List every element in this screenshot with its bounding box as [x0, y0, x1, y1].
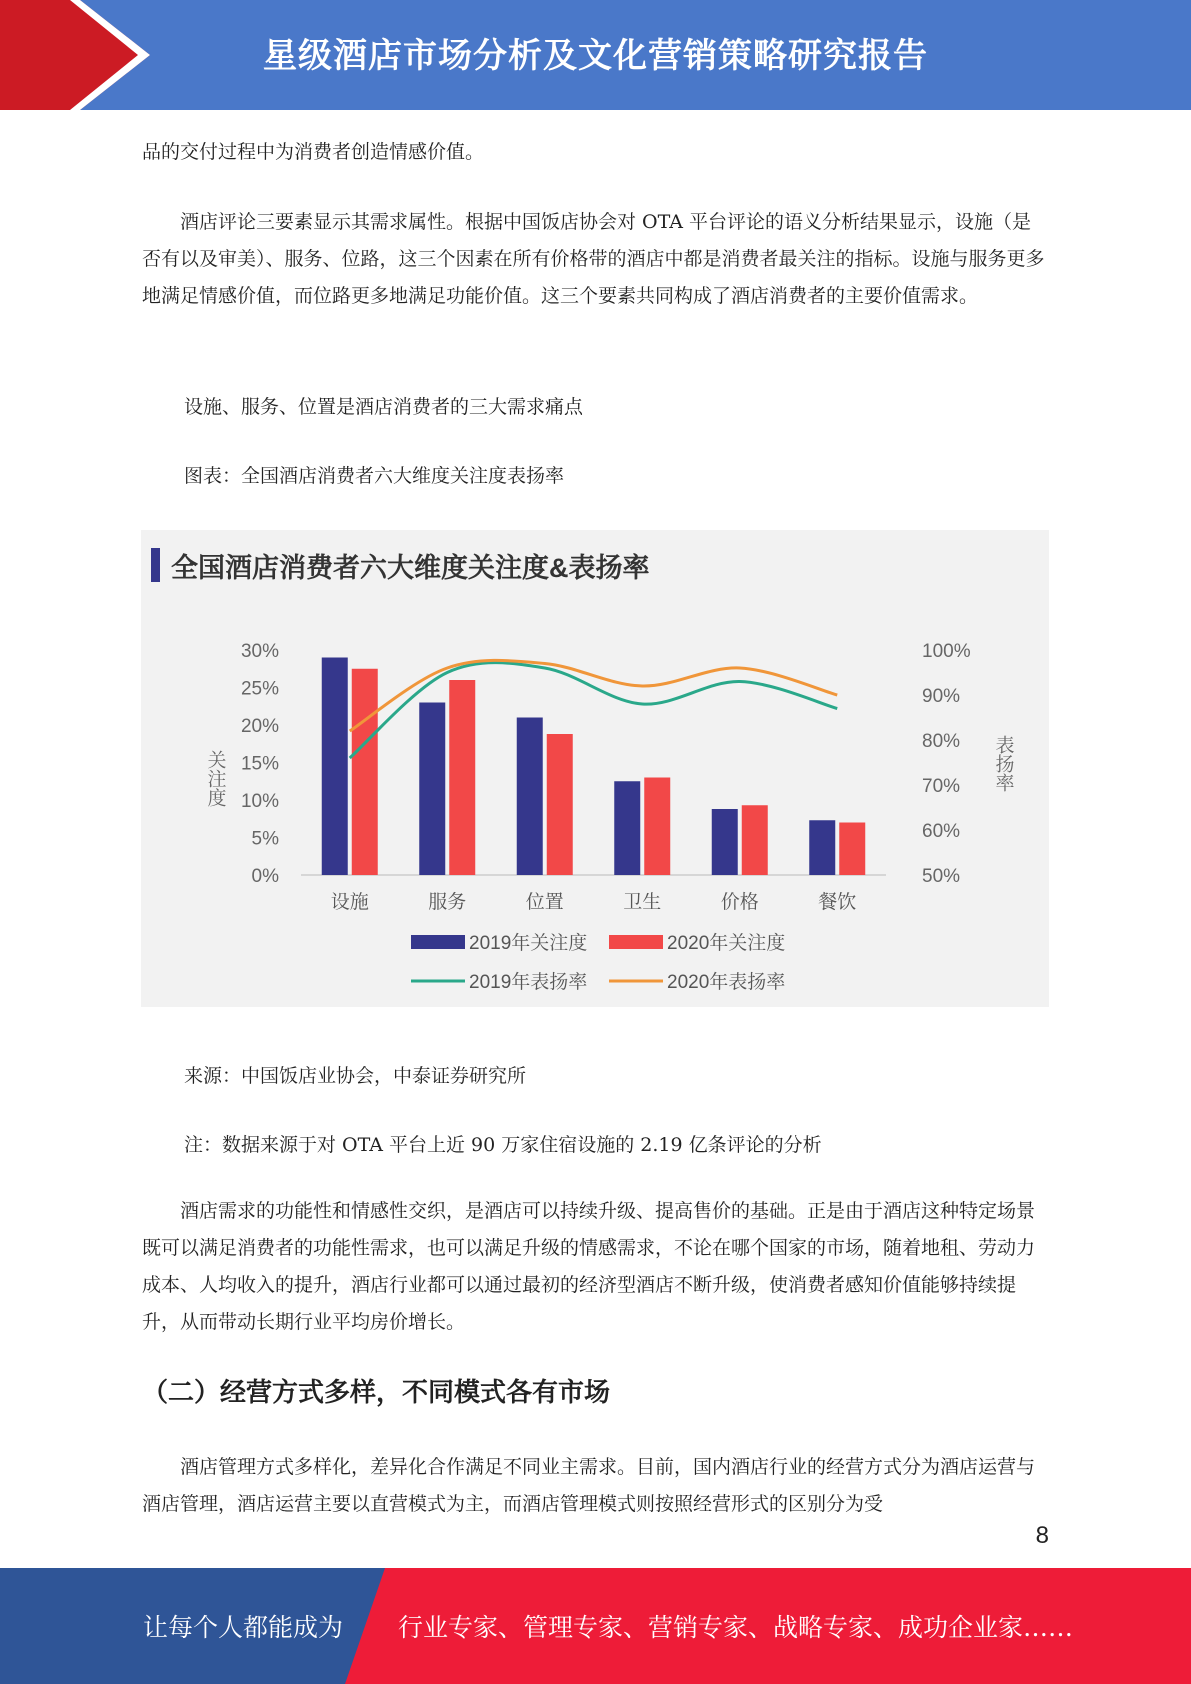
legend-label-2020年关注度: 2020年关注度 — [667, 933, 786, 954]
chart-title: 全国酒店消费者六大维度关注度&表扬率 — [171, 553, 650, 583]
bar-2019年关注度 — [712, 809, 738, 875]
y-tick-label: 15% — [240, 753, 279, 775]
bar-2020年关注度 — [839, 823, 865, 876]
x-tick-label: 卫生 — [623, 892, 662, 913]
note-line: 注：数据来源于对 OTA 平台上近 90 万家住宿设施的 2.19 亿条评论的分析 — [184, 1134, 822, 1156]
chart-title-marker — [151, 548, 160, 582]
footer-banner — [0, 1568, 1191, 1684]
y-axis-label: 关注度 — [204, 750, 226, 807]
y2-tick-label: 80% — [922, 731, 961, 752]
report-title: 星级酒店市场分析及文化营销策略研究报告 — [263, 36, 928, 76]
x-tick-label: 位置 — [525, 892, 564, 913]
page-number: 8 — [1035, 1522, 1049, 1549]
y-tick-label: 5% — [251, 828, 279, 850]
header-banner — [0, 0, 1191, 110]
bar-2019年关注度 — [517, 718, 543, 876]
bar-2019年关注度 — [614, 781, 640, 875]
y2-axis-label: 表扬率 — [992, 735, 1014, 792]
legend-swatch-2019年关注度 — [411, 935, 465, 949]
legend-swatch-2020年关注度 — [609, 935, 663, 949]
y2-tick-label: 90% — [922, 686, 961, 707]
footer-slogan-left: 让每个人都能成为 — [143, 1613, 344, 1642]
y-tick-label: 20% — [240, 716, 279, 737]
bar-2019年关注度 — [809, 820, 835, 875]
y-tick-label: 30% — [240, 641, 279, 662]
x-tick-label: 餐饮 — [818, 892, 857, 913]
pain-points-line: 设施、服务、位置是酒店消费者的三大需求痛点 — [184, 396, 584, 418]
figure-caption: 图表：全国酒店消费者六大维度关注度表扬率 — [184, 465, 565, 487]
bar-2020年关注度 — [352, 669, 378, 875]
source-line: 来源：中国饭店业协会，中泰证券研究所 — [184, 1065, 527, 1087]
x-tick-label: 价格 — [720, 892, 759, 913]
y-tick-label: 0% — [251, 866, 279, 887]
y2-tick-label: 50% — [922, 866, 961, 887]
bar-2020年关注度 — [742, 805, 768, 875]
bar-2020年关注度 — [644, 778, 670, 876]
y-tick-label: 10% — [240, 791, 279, 812]
legend-label-2019年关注度: 2019年关注度 — [469, 933, 588, 954]
bar-2019年关注度 — [419, 703, 445, 876]
y2-tick-label: 100% — [922, 641, 971, 662]
paragraph-review-elements: 酒店评论三要素显示其需求属性。根据中国饭店协会对 OTA 平台评论的语义分析结果显示，设施（是否有以及审美）、服务、位路，这三个因素在所有价格带的酒店中都是消费者最关注的指标。设施与服务更多地满足情感价值，而位路更多地满足功能价值。这三个要素共同构成了酒店消费者的主要价值需求。 — [142, 211, 1045, 307]
bar-2019年关注度 — [322, 658, 348, 876]
paragraph-intro: 品的交付过程中为消费者创造情感价值。 — [142, 141, 485, 163]
section-heading: （二）经营方式多样，不同模式各有市场 — [142, 1378, 611, 1408]
bar-2020年关注度 — [547, 734, 573, 875]
y-tick-label: 25% — [240, 678, 279, 700]
paragraph-management: 酒店管理方式多样化，差异化合作满足不同业主需求。目前，国内酒店行业的经营方式分为酒店运营与酒店管理，酒店运营主要以直营模式为主，而酒店管理模式则按照经营形式的区别分为受 — [142, 1456, 1036, 1515]
y2-tick-label: 70% — [922, 776, 961, 797]
legend-label-2020年表扬率: 2020年表扬率 — [667, 972, 786, 993]
legend-label-2019年表扬率: 2019年表扬率 — [469, 972, 588, 993]
y2-tick-label: 60% — [922, 821, 961, 842]
x-tick-label: 设施 — [330, 892, 369, 913]
bar-2020年关注度 — [449, 680, 475, 875]
paragraph-demand: 酒店需求的功能性和情感性交织，是酒店可以持续升级、提高售价的基础。正是由于酒店这种特定场景既可以满足消费者的功能性需求，也可以满足升级的情感需求，不论在哪个国家的市场，随着地租、劳动力成本、人均收入的提升，酒店行业都可以通过最初的经济型酒店不断升级，使消费者感知价值能够持续提升，从而带动长期行业平均房价增长。 — [142, 1200, 1036, 1333]
footer-slogan-right: 行业专家、管理专家、营销专家、战略专家、成功企业家…… — [398, 1613, 1074, 1642]
bar-line-chart — [141, 530, 1049, 1007]
x-tick-label: 服务 — [428, 892, 467, 913]
